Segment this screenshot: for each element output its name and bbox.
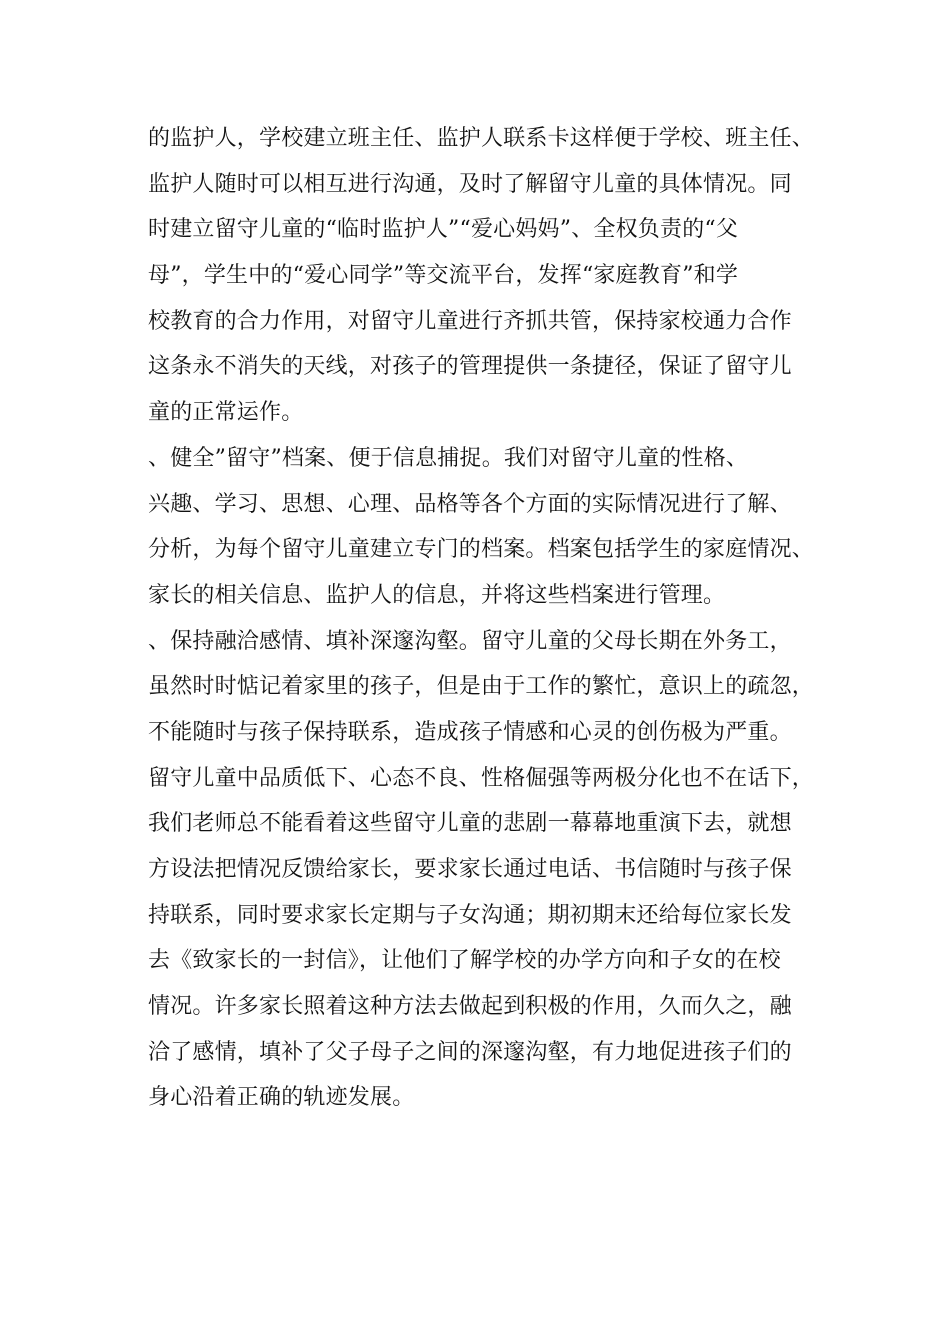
text-line: 留守儿童中品质低下、心态不良、性格倔强等两极分化也不在话下， [148, 765, 815, 791]
text-line: 持联系，同时要求家长定期与子女沟通；期初期末还给每位家长发 [148, 902, 792, 928]
text-line: 、健全”留守”档案、便于信息捕捉。我们对留守儿童的性格、 [148, 445, 749, 471]
text-line: 洽了感情，填补了父子母子之间的深邃沟壑，有力地促进孩子们的 [148, 1039, 792, 1065]
text-line: 母”，学生中的“爱心同学”等交流平台，发挥“家庭教育”和学 [148, 263, 739, 289]
text-line: 校教育的合力作用，对留守儿童进行齐抓共管，保持家校通力合作 [148, 308, 792, 334]
text-line: 方设法把情况反馈给家长，要求家长通过电话、书信随时与孩子保 [148, 857, 792, 882]
text-line: 家长的相关信息、监护人的信息，并将这些档案进行管理。 [148, 582, 726, 608]
text-line: 我们老师总不能看着这些留守儿童的悲剧一幕幕地重演下去，就想 [148, 811, 792, 837]
body-text [148, 116, 828, 1121]
text-line: 情况。许多家长照着这种方法去做起到积极的作用，久而久之，融 [148, 994, 792, 1020]
text-line: 的监护人，学校建立班主任、监护人联系卡这样便于学校、班主任、 [148, 126, 815, 151]
text-line: 去《致家长的一封信》，让他们了解学校的办学方向和子女的在校 [148, 948, 781, 974]
text-line: 分析，为每个留守儿童建立专门的档案。档案包括学生的家庭情况、 [148, 537, 815, 563]
text-line: 身心沿着正确的轨迹发展。 [148, 1085, 415, 1111]
text-line: 不能随时与孩子保持联系，造成孩子情感和心灵的创伤极为严重。 [148, 719, 792, 745]
text-line: 童的正常运作。 [148, 400, 304, 426]
text-line: 监护人随时可以相互进行沟通，及时了解留守儿童的具体情况。同 [148, 171, 792, 197]
text-line: 、保持融洽感情、填补深邃沟壑。留守儿童的父母长期在外务工， [148, 628, 792, 654]
text-line: 虽然时时惦记着家里的孩子，但是由于工作的繁忙，意识上的疏忽， [148, 674, 815, 700]
text-line: 兴趣、学习、思想、心理、品格等各个方面的实际情况进行了解、 [148, 491, 792, 517]
text-line: 时建立留守儿童的“临时监护人”“爱心妈妈”、全权负责的“父 [148, 217, 739, 243]
text-line: 这条永不消失的天线，对孩子的管理提供一条捷径，保证了留守儿 [148, 354, 792, 380]
